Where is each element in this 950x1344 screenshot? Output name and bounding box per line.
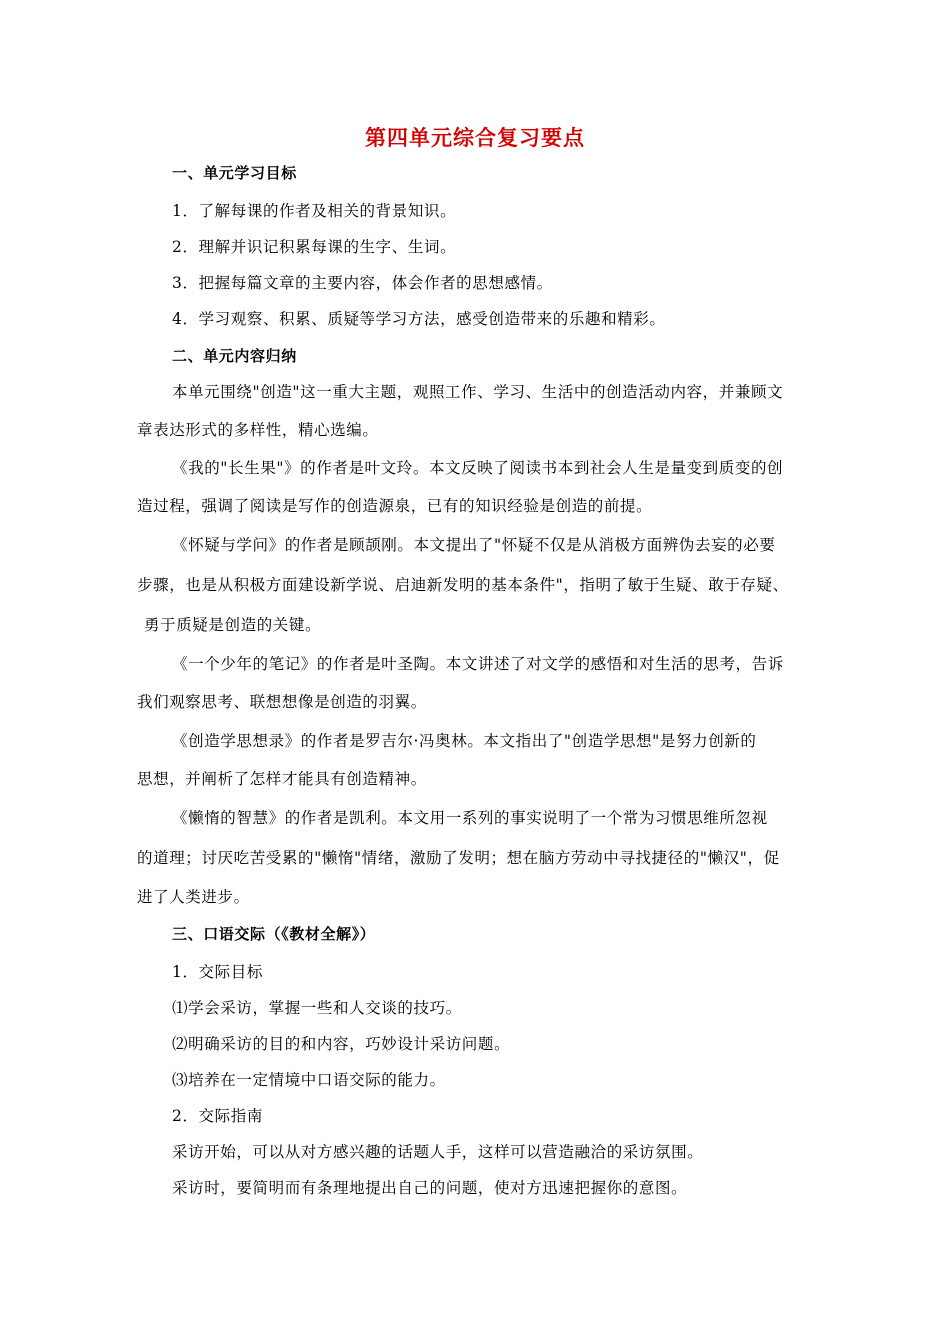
paragraph-line: 采访时，要简明而有条理地提出自己的问题，使对方迅速把握你的意图。 <box>172 1179 688 1197</box>
paragraph-line: 《一个少年的笔记》的作者是叶圣陶。本文讲述了对文学的感悟和对生活的思考，告诉 <box>172 655 784 673</box>
goal-item: 1．了解每课的作者及相关的背景知识。 <box>172 202 457 220</box>
section-heading-goals: 一、单元学习目标 <box>172 164 297 182</box>
goal-item: 2．理解并识记积累每课的生字、生词。 <box>172 238 457 256</box>
list-item: ⑶培养在一定情境中口语交际的能力。 <box>172 1071 446 1089</box>
paragraph-line: 章表达形式的多样性，精心选编。 <box>137 421 379 439</box>
section-heading-content: 二、单元内容归纳 <box>172 347 297 365</box>
paragraph-line: 我们观察思考、联想想像是创造的羽翼。 <box>137 693 427 711</box>
paragraph-line: 《懒惰的智慧》的作者是凯利。本文用一系列的事实说明了一个常为习惯思维所忽视 <box>172 809 768 827</box>
paragraph-line: 采访开始，可以从对方感兴趣的话题人手，这样可以营造融洽的采访氛围。 <box>172 1143 704 1161</box>
paragraph-line: 《怀疑与学问》的作者是顾颉刚。本文提出了"怀疑不仅是从消极方面辨伪去妄的必要 <box>172 536 776 554</box>
goal-item: 4．学习观察、积累、质疑等学习方法，感受创造带来的乐趣和精彩。 <box>172 310 666 328</box>
list-item: ⑵明确采访的目的和内容，巧妙设计采访问题。 <box>172 1035 511 1053</box>
document-title: 第四单元综合复习要点 <box>365 125 585 150</box>
paragraph-line: 造过程，强调了阅读是写作的创造源泉，已有的知识经验是创造的前提。 <box>137 497 653 515</box>
paragraph-line: 步骤，也是从积极方面建设新学说、启迪新发明的基本条件"，指明了敏于生疑、敢于存疑、 <box>137 576 789 594</box>
paragraph-line: 《创造学思想录》的作者是罗吉尔·冯奥林。本文指出了"创造学思想"是努力创新的 <box>172 732 757 750</box>
paragraph-line: 的道理；讨厌吃苦受累的"懒惰"情绪，激励了发明；想在脑方劳动中寻找捷径的"懒汉"，促 <box>137 849 780 867</box>
paragraph-line: 进了人类进步。 <box>137 888 250 906</box>
list-item: ⑴学会采访，掌握一些和人交谈的技巧。 <box>172 999 462 1017</box>
paragraph-line: 勇于质疑是创造的关键。 <box>144 616 322 634</box>
paragraph-line: 《我的"长生果"》的作者是叶文玲。本文反映了阅读书本到社会人生是量变到质变的创 <box>172 459 784 477</box>
paragraph-line: 本单元围绕"创造"这一重大主题，观照工作、学习、生活中的创造活动内容，并兼顾文 <box>172 383 784 401</box>
subheading: 2．交际指南 <box>172 1107 263 1125</box>
paragraph-line: 思想，并阐析了怎样才能具有创造精神。 <box>137 770 427 788</box>
goal-item: 3．把握每篇文章的主要内容，体会作者的思想感情。 <box>172 274 553 292</box>
section-heading-oral: 三、口语交际（《教材全解》） <box>172 925 376 943</box>
subheading: 1．交际目标 <box>172 963 263 981</box>
